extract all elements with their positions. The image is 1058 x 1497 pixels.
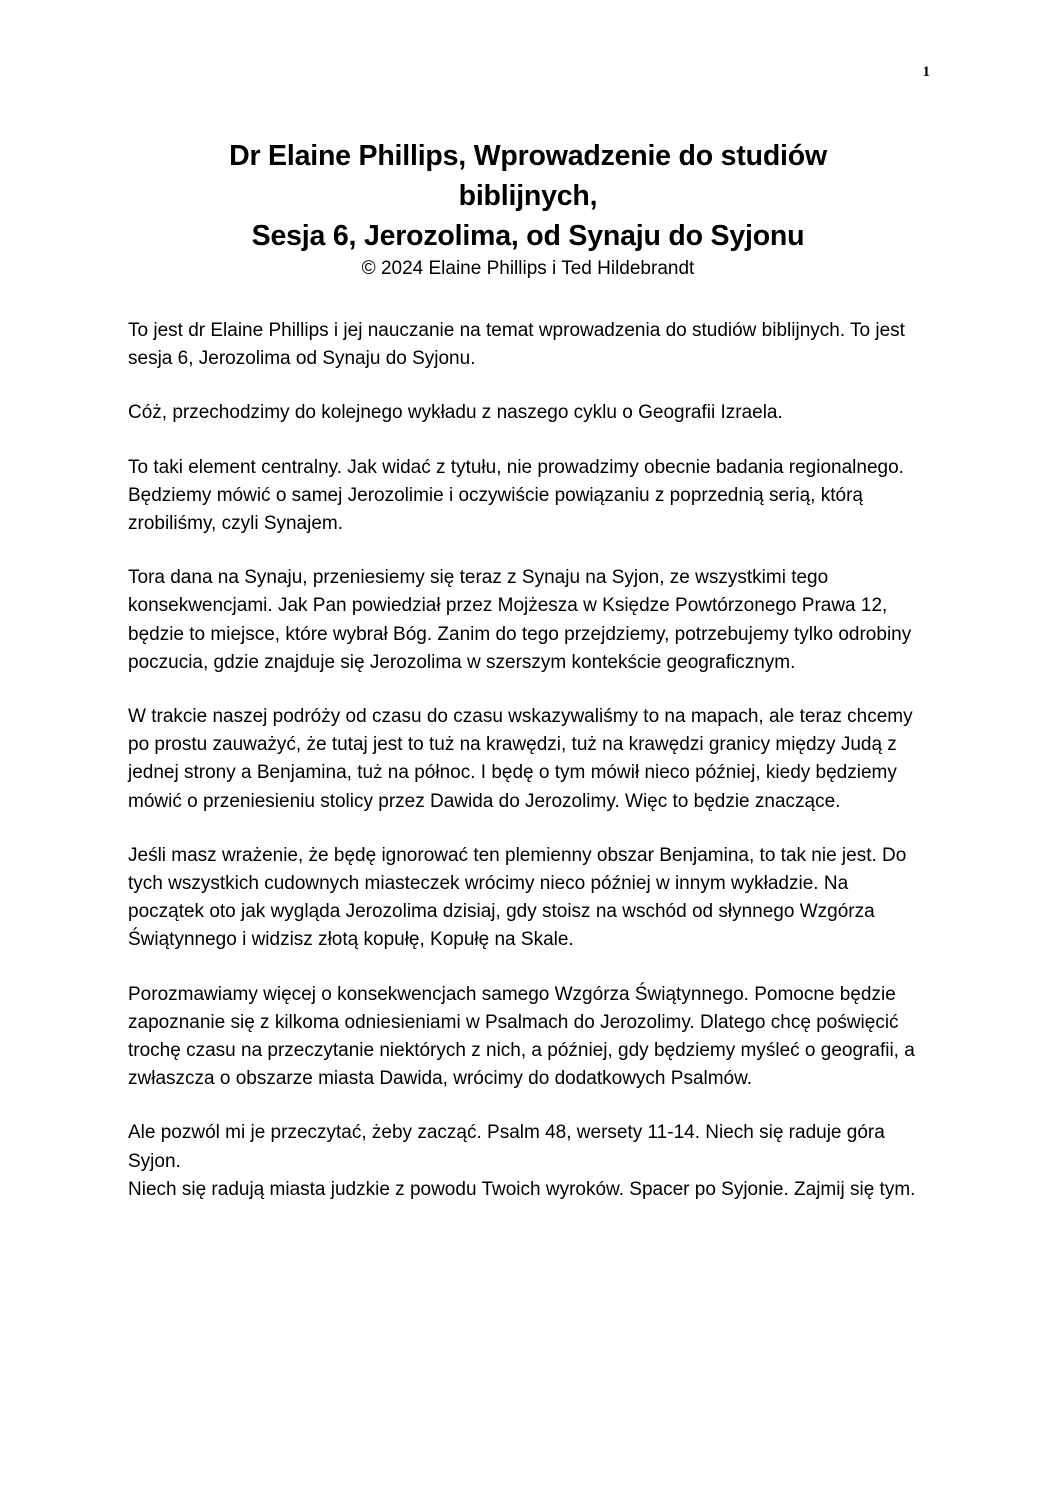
paragraph-lecture: Cóż, przechodzimy do kolejnego wykładu z naszego cyklu o Geografii Izraela. [128, 402, 783, 424]
page-number: 1 [922, 64, 930, 80]
paragraph-benjamin: Jeśli masz wrażenie, że będę ignorować ten plemienny obszar Benjamina, to tak nie jest. Do tych wszystkich cudownych miasteczek wrócimy nieco później w innym wykładzie. Na początek oto jak wygląda Jerozolima dzisiaj, gdy stoisz na wschód od słynnego Wzgórza Świątynnego i widzisz złotą kopułę, Kopułę na Skale. [128, 844, 907, 951]
paragraph-torah-sinai: Tora dana na Synaju, przeniesiemy się teraz z Synaju na Syjon, ze wszystkimi tego konsekwencjami. Jak Pan powiedział przez Mojżesza w Księdze Powtórzonego Prawa 12, będzie to miejsce, które wybrał Bóg. Zanim do tego przejdziemy, potrzebujemy tylko odrobiny poczucia, gdzie znajduje się Jerozolima w szerszym kontekście geograficznym. [128, 567, 912, 673]
title-line-3: Sesja 6, Jerozolima, od Synaju do Syjonu [251, 220, 805, 252]
paragraph-psalm-verse: Niech się radują miasta judzkie z powodu Twoich wyroków. Spacer po Syjonie. Zajmij się tym. [128, 1178, 916, 1200]
paragraph-intro: To jest dr Elaine Phillips i jej nauczanie na temat wprowadzenia do studiów biblijnych. To jest sesja 6, Jerozolima od Synaju do Syjonu. [128, 320, 905, 370]
document-header [128, 136, 928, 282]
title-line-1: Dr Elaine Phillips, Wprowadzenie do studiów [229, 140, 827, 172]
paragraph-temple-mount: Porozmawiamy więcej o konsekwencjach samego Wzgórza Świątynnego. Pomocne będzie zapoznanie się z kilkoma odniesieniami w Psalmach do Jerozolimy. Dlatego chcę poświęcić trochę czasu na przeczytanie niektórych z nich, a później, gdy będziemy myśleć o geografii, a zwłaszcza o obszarze miasta Dawida, wrócimy do dodatkowych Psalmów. [128, 983, 915, 1090]
title-line-2: biblijnych, [458, 180, 598, 212]
paragraph-psalm-48: Ale pozwól mi je przeczytać, żeby zacząć. Psalm 48, wersety 11-14. Niech się raduje góra Syjon. [128, 1122, 885, 1172]
copyright-line: © 2024 Elaine Phillips i Ted Hildebrandt [361, 258, 695, 279]
paragraph-maps: W trakcie naszej podróży od czasu do czasu wskazywaliśmy to na mapach, ale teraz chcemy po prostu zauważyć, że tutaj jest to tuż na krawędzi, tuż na krawędzi granicy między Judą z jednej strony a Benjamina, tuż na północ. I będę o tym mówił nieco później, kiedy będziemy mówić o przeniesieniu stolicy przez Dawida do Jerozolimy. Więc to będzie znaczące. [128, 706, 913, 812]
document-body [128, 317, 928, 1204]
paragraph-central-element: To taki element centralny. Jak widać z tytułu, nie prowadzimy obecnie badania regionalnego. Będziemy mówić o samej Jerozolimie i oczywiście powiązaniu z poprzednią serią, którą zrobiliśmy, czyli Synajem. [128, 456, 904, 535]
